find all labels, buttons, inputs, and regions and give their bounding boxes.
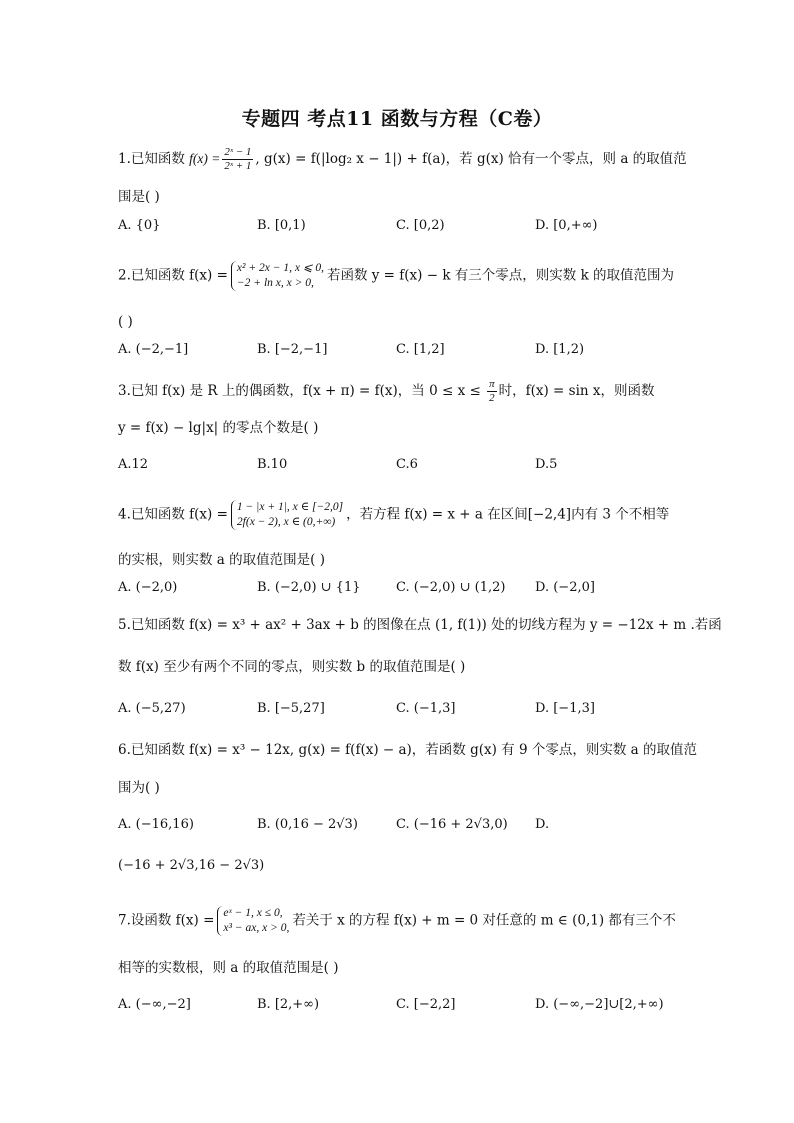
- question-6-line-1: 6.已知函数 f(x) = x³ − 12x, g(x) = f(f(x) − a)，若函数 g(x) 有 9 个零点，则实数 a 的取值范: [118, 742, 697, 758]
- page-title: 专题四 考点11 函数与方程（C卷）: [241, 108, 553, 130]
- question-5-line-2: 数 f(x) 至少有两个不同的零点，则实数 b 的取值范围是( ): [118, 659, 466, 675]
- q1-fraction-numerator: 2ˣ − 1: [224, 146, 252, 158]
- q4-case-1: 1 − |x + 1|, x ∈ [−2,0]: [236, 501, 344, 513]
- q7-case-1: eˣ − 1, x ≤ 0,: [223, 907, 283, 919]
- q3-option-d: D.5: [535, 457, 558, 472]
- q4-piecewise: [231, 500, 343, 530]
- q3-option-b: B.10: [257, 457, 288, 472]
- q5-option-c: C. (−1,3]: [396, 701, 456, 716]
- question-6-line-2: 围为( ): [118, 780, 160, 796]
- q1-function-label: f(x) =: [189, 151, 221, 166]
- q6-option-d-value: (−16 + 2√3,16 − 2√3): [118, 858, 265, 873]
- q1-fraction: [222, 146, 253, 173]
- q3-text-end: 时，f(x) = sin x，则函数: [498, 383, 655, 399]
- q4-option-b: B. (−2,0) ∪ {1}: [257, 580, 361, 595]
- q1-option-c: C. [0,2): [396, 218, 445, 233]
- q7-text-end: 若关于 x 的方程 f(x) + m = 0 对任意的 m ∈ (0,1) 都有三个不: [292, 912, 676, 929]
- q7-case-2: x³ − ax, x > 0,: [223, 922, 290, 934]
- q2-option-b: B. [−2,−1]: [257, 342, 328, 357]
- q5-option-b: B. [−5,27]: [257, 701, 325, 716]
- q1-option-d: D. [0,+∞): [535, 218, 598, 233]
- q2-option-c: C. [1,2]: [396, 342, 445, 357]
- question-3-line-2: y = f(x) − lg|x| 的零点个数是( ): [118, 420, 319, 436]
- q3-option-a: A.12: [118, 457, 149, 472]
- q7-option-c: C. [−2,2]: [396, 997, 456, 1012]
- q6-option-d: D.: [535, 817, 550, 832]
- q4-text-start: 4.已知函数 f(x) =: [118, 506, 228, 523]
- question-7-line-2: 相等的实数根，则 a 的取值范围是( ): [118, 960, 339, 976]
- q1-text-start: 1.已知函数: [118, 151, 190, 167]
- q2-case-2: −2 + ln x, x > 0,: [236, 277, 314, 289]
- q7-piecewise: [217, 906, 289, 936]
- question-1-line-2: 围是( ): [118, 189, 160, 205]
- q7-option-b: B. [2,+∞): [257, 997, 320, 1012]
- q6-option-a: A. (−16,16): [118, 817, 194, 832]
- q7-option-a: A. (−∞,−2]: [118, 997, 191, 1012]
- q1-text-end: , g(x) = f(|log₂ x − 1|) + f(a)，若 g(x) 恰有一个零点，则 a 的取值范: [255, 151, 687, 167]
- q5-option-a: A. (−5,27): [118, 701, 186, 716]
- question-4-line-1: [118, 500, 669, 530]
- q2-option-a: A. (−2,−1]: [118, 342, 189, 357]
- question-1-line-1: [118, 146, 687, 173]
- q1-option-b: B. [0,1): [257, 218, 306, 233]
- question-2-line-1: [118, 261, 674, 291]
- q4-option-a: A. (−2,0): [118, 580, 178, 595]
- q2-option-d: D. [1,2): [535, 342, 585, 357]
- q7-option-d: D. (−∞,−2]∪[2,+∞): [535, 997, 664, 1012]
- q5-option-d: D. [−1,3]: [535, 701, 595, 716]
- q2-piecewise: [231, 261, 324, 291]
- q2-text-end: 若函数 y = f(x) − k 有三个零点，则实数 k 的取值范围为: [326, 267, 675, 284]
- question-5-line-1: 5.已知函数 f(x) = x³ + ax² + 3ax + b 的图像在点 (1, f(1)) 处的切线方程为 y = −12x + m .若函: [118, 617, 722, 633]
- question-3-line-1: [118, 378, 655, 405]
- q4-option-d: D. (−2,0]: [535, 580, 595, 595]
- question-4-line-2: 的实根，则实数 a 的取值范围是( ): [118, 552, 325, 568]
- q6-option-c: C. (−16 + 2√3,0): [396, 817, 508, 832]
- q1-option-a: A. {0}: [118, 218, 161, 233]
- q3-fraction-denominator: 2: [489, 392, 495, 404]
- q2-case-1: x² + 2x − 1, x ⩽ 0,: [236, 262, 324, 274]
- q4-option-c: C. (−2,0) ∪ (1,2): [396, 580, 506, 595]
- q7-text-start: 7.设函数 f(x) =: [118, 912, 215, 929]
- q1-fraction-denominator: 2ˣ + 1: [224, 160, 252, 172]
- question-7-line-1: [118, 906, 676, 936]
- q4-text-end: ，若方程 f(x) = x + a 在区间[−2,4]内有 3 个不相等: [346, 506, 670, 523]
- q4-case-2: 2f(x − 2), x ∈ (0,+∞): [236, 516, 336, 528]
- question-2-line-2: ( ): [118, 314, 133, 330]
- q3-fraction: [487, 378, 497, 405]
- q3-option-c: C.6: [396, 457, 418, 472]
- q3-fraction-numerator: π: [489, 378, 495, 390]
- q6-option-b: B. (0,16 − 2√3): [257, 817, 358, 832]
- q3-text-start: 3.已知 f(x) 是 R 上的偶函数，f(x + π) = f(x)，当 0 ≤ x ≤: [118, 383, 486, 399]
- q2-text-start: 2.已知函数 f(x) =: [118, 267, 228, 284]
